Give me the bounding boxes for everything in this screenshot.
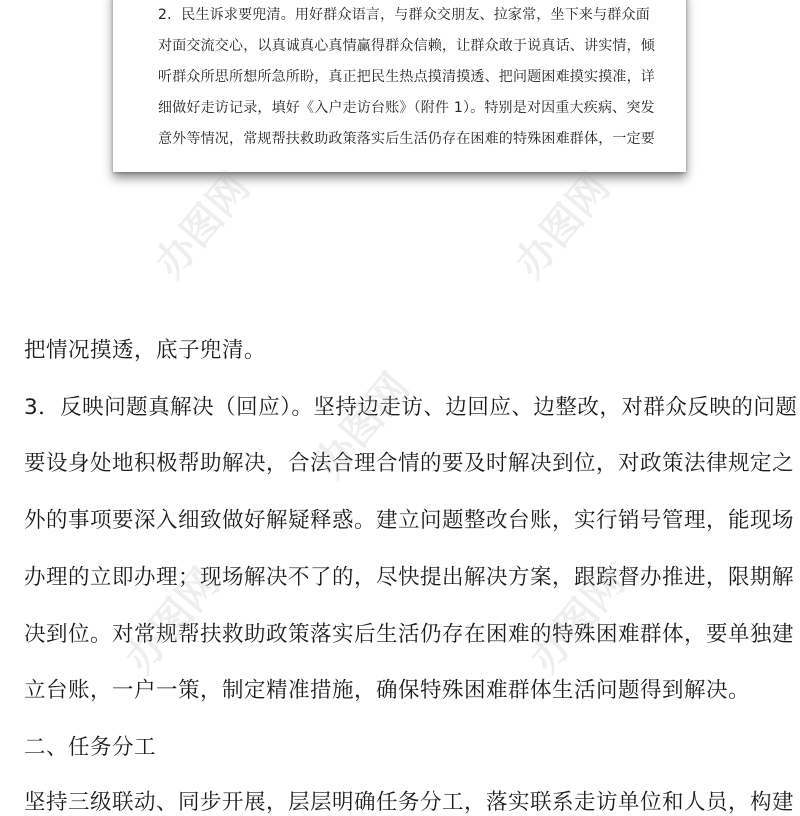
watermark: 办图网 — [146, 165, 259, 287]
body-line-6: 决到位。对常规帮扶救助政策落实后生活仍存在困难的特殊困难群体，要单独建 — [24, 622, 795, 647]
body-line-7: 立台账，一户一策，制定精准措施，确保特殊困难群体生活问题得到解决。 — [24, 678, 751, 703]
watermark: 办图网 — [521, 560, 634, 682]
watermark: 办图网 — [116, 560, 229, 682]
body-line-8: 坚持三级联动、同步开展，层层明确任务分工，落实联系走访单位和人员，构建 — [24, 790, 795, 815]
preview-line-3: 听群众所思所想所急所盼，真正把民生热点摸清摸透、把问题困难摸实摸准，详 — [158, 69, 655, 85]
preview-line-1: 2．民生诉求要兜清。用好群众语言，与群众交朋友、拉家常，坐下来与群众面 — [158, 7, 650, 23]
preview-line-5: 意外等情况，常规帮扶救助政策落实后生活仍存在困难的特殊困难群体，一定要 — [158, 131, 655, 147]
body-line-1: 把情况摸透，底子兜清。 — [24, 338, 267, 363]
body-line-4: 外的事项要深入细致做好解疑释惑。建立问题整改台账，实行销号管理，能现场 — [24, 508, 795, 533]
body-line-3: 要设身处地积极帮助解决，合法合理合情的要及时解决到位，对政策法律规定之 — [24, 451, 795, 476]
document-page-preview — [113, 0, 686, 172]
preview-line-2: 对面交流交心，以真诚真心真情赢得群众信赖，让群众敢于说真话、讲实情，倾 — [158, 38, 655, 54]
section-heading: 二、任务分工 — [24, 735, 157, 760]
body-line-2: 3．反映问题真解决（回应）。坚持边走访、边回应、边整改，对群众反映的问题 — [24, 395, 798, 420]
body-line-5: 办理的立即办理；现场解决不了的，尽快提出解决方案，跟踪督办推进，限期解 — [24, 565, 795, 590]
watermark: 办图网 — [306, 365, 419, 487]
preview-line-4: 细做好走访记录，填好《入户走访台账》（附件 1）。特别是对因重大疾病、突发 — [158, 100, 655, 116]
watermark: 办图网 — [506, 165, 619, 287]
